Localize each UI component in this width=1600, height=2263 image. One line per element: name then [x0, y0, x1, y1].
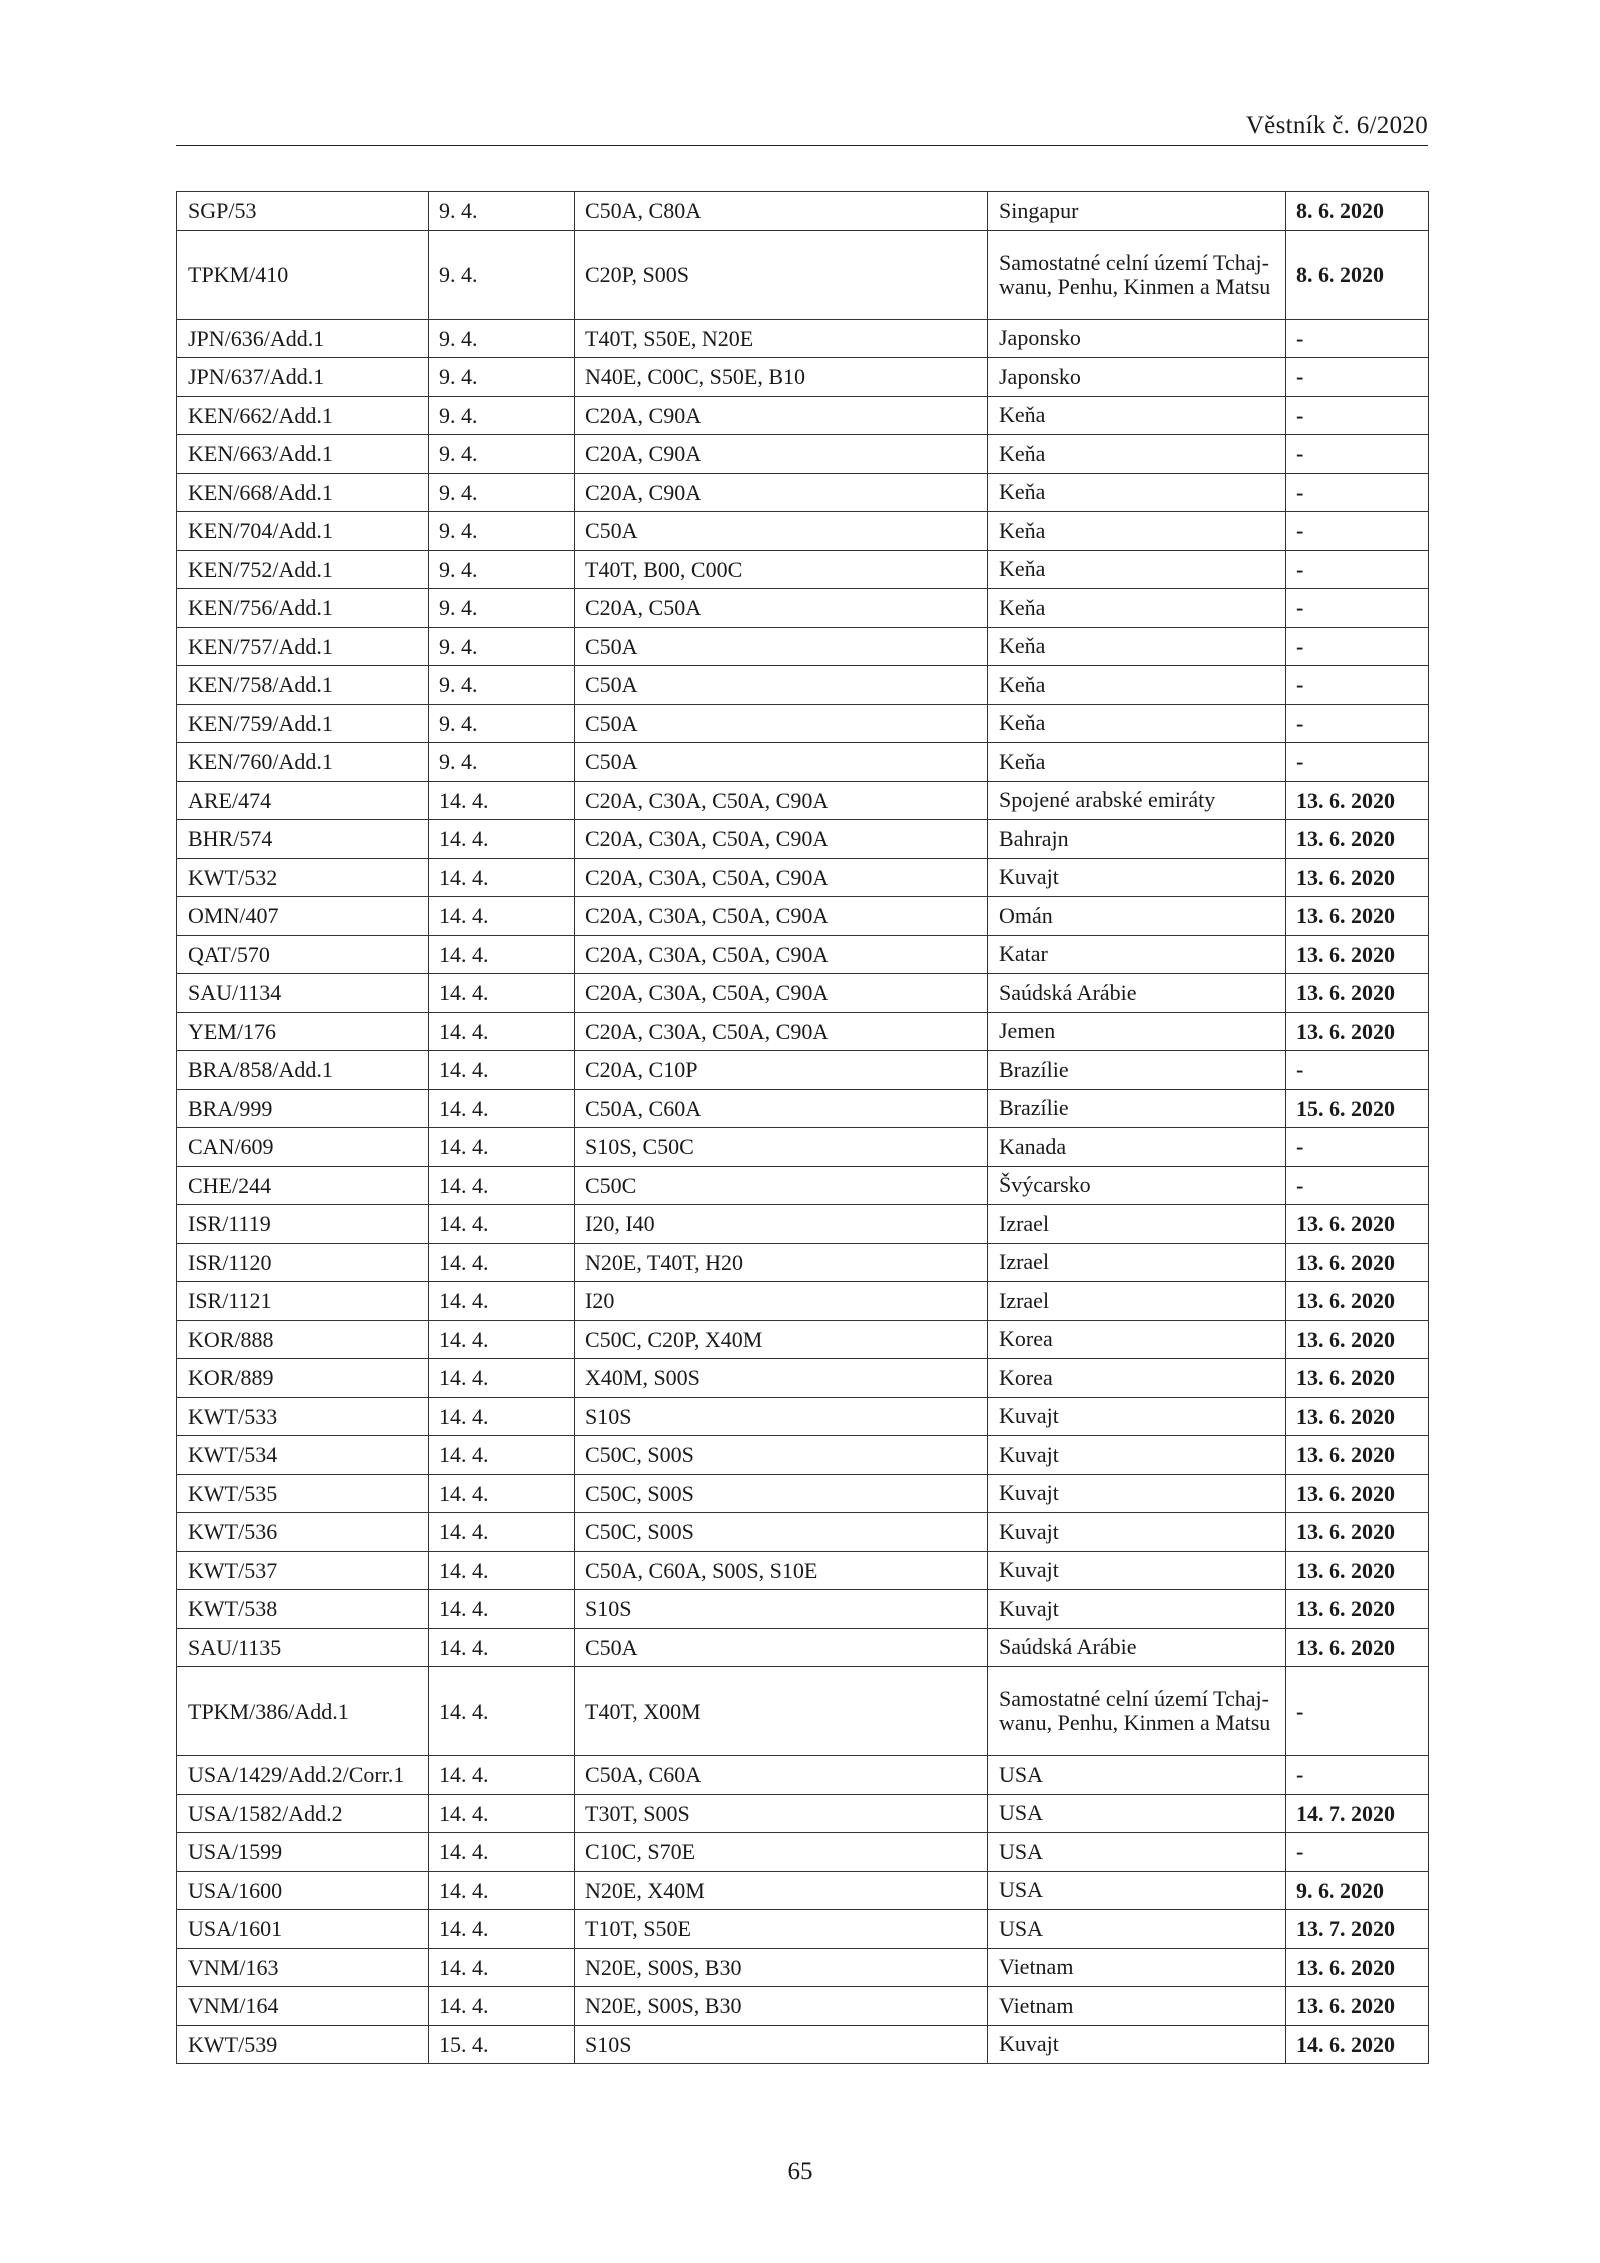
deadline-cell: 13. 6. 2020 — [1286, 1551, 1429, 1590]
document-code-cell: USA/1601 — [177, 1910, 429, 1949]
country-cell: Kuvajt — [988, 858, 1286, 897]
document-code-cell: YEM/176 — [177, 1012, 429, 1051]
document-code-cell: KEN/663/Add.1 — [177, 435, 429, 474]
table-row — [177, 781, 1429, 820]
document-code-cell: KEN/757/Add.1 — [177, 627, 429, 666]
deadline-cell: 13. 6. 2020 — [1286, 820, 1429, 859]
codes-cell: C20A, C10P — [575, 1051, 988, 1090]
deadline-cell: 13. 6. 2020 — [1286, 1948, 1429, 1987]
codes-cell: C20A, C30A, C50A, C90A — [575, 897, 988, 936]
deadline-cell: 13. 6. 2020 — [1286, 1205, 1429, 1244]
document-code-cell: SGP/53 — [177, 192, 429, 231]
codes-cell: C50A, C60A — [575, 1089, 988, 1128]
date-cell: 14. 4. — [429, 1051, 575, 1090]
table-row — [177, 743, 1429, 782]
table-row — [177, 1628, 1429, 1667]
table-row — [177, 1128, 1429, 1167]
country-cell: USA — [988, 1871, 1286, 1910]
date-cell: 14. 4. — [429, 1320, 575, 1359]
codes-cell: C50A — [575, 666, 988, 705]
deadline-cell: - — [1286, 743, 1429, 782]
codes-cell: S10S — [575, 1590, 988, 1629]
table-row — [177, 1794, 1429, 1833]
country-cell: Keňa — [988, 589, 1286, 628]
date-cell: 14. 4. — [429, 1667, 575, 1756]
document-code-cell: BRA/999 — [177, 1089, 429, 1128]
date-cell: 14. 4. — [429, 1628, 575, 1667]
deadline-cell: 14. 7. 2020 — [1286, 1794, 1429, 1833]
table-row — [177, 1948, 1429, 1987]
codes-cell: N40E, C00C, S50E, B10 — [575, 358, 988, 397]
deadline-cell: 13. 6. 2020 — [1286, 858, 1429, 897]
country-cell: Japonsko — [988, 358, 1286, 397]
table-row — [177, 897, 1429, 936]
date-cell: 9. 4. — [429, 319, 575, 358]
country-cell: Izrael — [988, 1282, 1286, 1321]
deadline-cell: 13. 6. 2020 — [1286, 1243, 1429, 1282]
deadline-cell: - — [1286, 396, 1429, 435]
table-row — [177, 1397, 1429, 1436]
document-code-cell: KEN/760/Add.1 — [177, 743, 429, 782]
date-cell: 14. 4. — [429, 1794, 575, 1833]
codes-cell: C50A — [575, 1628, 988, 1667]
table-row — [177, 1474, 1429, 1513]
date-cell: 14. 4. — [429, 1397, 575, 1436]
date-cell: 14. 4. — [429, 1205, 575, 1244]
country-cell: Brazílie — [988, 1051, 1286, 1090]
document-code-cell: KWT/539 — [177, 2025, 429, 2064]
date-cell: 14. 4. — [429, 820, 575, 859]
country-cell: Keňa — [988, 627, 1286, 666]
date-cell: 14. 4. — [429, 1551, 575, 1590]
country-cell: Keňa — [988, 473, 1286, 512]
table-row — [177, 858, 1429, 897]
country-cell: Keňa — [988, 435, 1286, 474]
document-code-cell: KWT/534 — [177, 1436, 429, 1475]
date-cell: 14. 4. — [429, 781, 575, 820]
table-row — [177, 1987, 1429, 2026]
deadline-cell: - — [1286, 589, 1429, 628]
deadline-cell: 13. 6. 2020 — [1286, 1436, 1429, 1475]
document-code-cell: KEN/662/Add.1 — [177, 396, 429, 435]
table-row — [177, 1282, 1429, 1321]
document-code-cell: TPKM/410 — [177, 230, 429, 319]
document-code-cell: BHR/574 — [177, 820, 429, 859]
table-row — [177, 1359, 1429, 1398]
document-code-cell: USA/1582/Add.2 — [177, 1794, 429, 1833]
date-cell: 14. 4. — [429, 1089, 575, 1128]
codes-cell: T10T, S50E — [575, 1910, 988, 1949]
table-row — [177, 704, 1429, 743]
country-cell: Kuvajt — [988, 1397, 1286, 1436]
country-cell: Korea — [988, 1320, 1286, 1359]
deadline-cell: - — [1286, 1833, 1429, 1872]
deadline-cell: 13. 6. 2020 — [1286, 1987, 1429, 2026]
document-code-cell: BRA/858/Add.1 — [177, 1051, 429, 1090]
deadline-cell: - — [1286, 666, 1429, 705]
table-row — [177, 627, 1429, 666]
document-code-cell: KEN/756/Add.1 — [177, 589, 429, 628]
country-cell: Samostatné celní území Tchaj-wanu, Penhu, Kinmen a Matsu — [988, 230, 1286, 319]
document-code-cell: KEN/704/Add.1 — [177, 512, 429, 551]
country-cell: Jemen — [988, 1012, 1286, 1051]
document-code-cell: SAU/1135 — [177, 1628, 429, 1667]
deadline-cell: 13. 6. 2020 — [1286, 974, 1429, 1013]
deadline-cell: 13. 6. 2020 — [1286, 1474, 1429, 1513]
deadline-cell: 13. 6. 2020 — [1286, 1628, 1429, 1667]
date-cell: 14. 4. — [429, 1871, 575, 1910]
deadline-cell: - — [1286, 704, 1429, 743]
country-cell: Keňa — [988, 743, 1286, 782]
country-cell: Brazílie — [988, 1089, 1286, 1128]
table-row — [177, 1243, 1429, 1282]
codes-cell: S10S, C50C — [575, 1128, 988, 1167]
table-body — [177, 192, 1429, 2064]
document-code-cell: KWT/538 — [177, 1590, 429, 1629]
country-cell: Vietnam — [988, 1987, 1286, 2026]
country-cell: Korea — [988, 1359, 1286, 1398]
table-row — [177, 473, 1429, 512]
deadline-cell: 9. 6. 2020 — [1286, 1871, 1429, 1910]
codes-cell: C50C, S00S — [575, 1474, 988, 1513]
table-row — [177, 1205, 1429, 1244]
deadline-cell: - — [1286, 550, 1429, 589]
journal-title: Věstník č. 6/2020 — [1245, 112, 1428, 139]
country-cell: Vietnam — [988, 1948, 1286, 1987]
codes-cell: I20, I40 — [575, 1205, 988, 1244]
table-row — [177, 192, 1429, 231]
country-cell: Singapur — [988, 192, 1286, 231]
deadline-cell: - — [1286, 512, 1429, 551]
country-cell: Kuvajt — [988, 1436, 1286, 1475]
document-code-cell: SAU/1134 — [177, 974, 429, 1013]
date-cell: 9. 4. — [429, 192, 575, 231]
date-cell: 14. 4. — [429, 1012, 575, 1051]
table-row — [177, 319, 1429, 358]
country-cell: Saúdská Arábie — [988, 974, 1286, 1013]
codes-cell: C20A, C90A — [575, 435, 988, 474]
table-row — [177, 666, 1429, 705]
deadline-cell: 13. 7. 2020 — [1286, 1910, 1429, 1949]
codes-cell: C20A, C30A, C50A, C90A — [575, 820, 988, 859]
table-row — [177, 1089, 1429, 1128]
date-cell: 14. 4. — [429, 1513, 575, 1552]
document-code-cell: USA/1429/Add.2/Corr.1 — [177, 1756, 429, 1795]
date-cell: 14. 4. — [429, 858, 575, 897]
codes-cell: C50A, C60A — [575, 1756, 988, 1795]
codes-cell: T40T, S50E, N20E — [575, 319, 988, 358]
notifications-table — [176, 191, 1429, 2064]
table-row — [177, 1910, 1429, 1949]
codes-cell: C50A — [575, 704, 988, 743]
deadline-cell: 14. 6. 2020 — [1286, 2025, 1429, 2064]
table-row — [177, 1051, 1429, 1090]
country-cell: Kuvajt — [988, 1474, 1286, 1513]
deadline-cell: 15. 6. 2020 — [1286, 1089, 1429, 1128]
document-code-cell: JPN/637/Add.1 — [177, 358, 429, 397]
date-cell: 9. 4. — [429, 358, 575, 397]
table-row — [177, 974, 1429, 1013]
date-cell: 14. 4. — [429, 1590, 575, 1629]
date-cell: 14. 4. — [429, 1436, 575, 1475]
codes-cell: S10S — [575, 2025, 988, 2064]
table-row — [177, 1590, 1429, 1629]
table-row — [177, 396, 1429, 435]
deadline-cell: 13. 6. 2020 — [1286, 1590, 1429, 1629]
table-row — [177, 1871, 1429, 1910]
deadline-cell: - — [1286, 1756, 1429, 1795]
document-code-cell: QAT/570 — [177, 935, 429, 974]
deadline-cell: - — [1286, 435, 1429, 474]
document-code-cell: KWT/532 — [177, 858, 429, 897]
country-cell: Keňa — [988, 512, 1286, 551]
date-cell: 9. 4. — [429, 589, 575, 628]
date-cell: 14. 4. — [429, 1359, 575, 1398]
table-row — [177, 1166, 1429, 1205]
country-cell: Keňa — [988, 666, 1286, 705]
date-cell: 9. 4. — [429, 435, 575, 474]
document-code-cell: USA/1600 — [177, 1871, 429, 1910]
codes-cell: C20P, S00S — [575, 230, 988, 319]
country-cell: Keňa — [988, 704, 1286, 743]
country-cell: USA — [988, 1910, 1286, 1949]
deadline-cell: 13. 6. 2020 — [1286, 935, 1429, 974]
codes-cell: C20A, C30A, C50A, C90A — [575, 858, 988, 897]
codes-cell: X40M, S00S — [575, 1359, 988, 1398]
document-code-cell: ISR/1119 — [177, 1205, 429, 1244]
codes-cell: C50C — [575, 1166, 988, 1205]
date-cell: 9. 4. — [429, 512, 575, 551]
table-row — [177, 1012, 1429, 1051]
codes-cell: C20A, C90A — [575, 396, 988, 435]
codes-cell: C20A, C30A, C50A, C90A — [575, 781, 988, 820]
codes-cell: C20A, C90A — [575, 473, 988, 512]
date-cell: 14. 4. — [429, 1243, 575, 1282]
table-row — [177, 358, 1429, 397]
table-row — [177, 1436, 1429, 1475]
document-code-cell: KWT/535 — [177, 1474, 429, 1513]
country-cell: Kanada — [988, 1128, 1286, 1167]
country-cell: Keňa — [988, 396, 1286, 435]
codes-cell: C50A, C80A — [575, 192, 988, 231]
deadline-cell: 13. 6. 2020 — [1286, 1359, 1429, 1398]
header-rule — [176, 145, 1428, 146]
document-code-cell: ISR/1121 — [177, 1282, 429, 1321]
date-cell: 9. 4. — [429, 627, 575, 666]
table-row — [177, 1551, 1429, 1590]
codes-cell: N20E, S00S, B30 — [575, 1948, 988, 1987]
document-code-cell: KEN/752/Add.1 — [177, 550, 429, 589]
codes-cell: C20A, C30A, C50A, C90A — [575, 1012, 988, 1051]
deadline-cell: 8. 6. 2020 — [1286, 230, 1429, 319]
date-cell: 14. 4. — [429, 1948, 575, 1987]
deadline-cell: - — [1286, 1667, 1429, 1756]
country-cell: Katar — [988, 935, 1286, 974]
document-code-cell: OMN/407 — [177, 897, 429, 936]
codes-cell: C50A — [575, 627, 988, 666]
document-code-cell: USA/1599 — [177, 1833, 429, 1872]
document-code-cell: KEN/759/Add.1 — [177, 704, 429, 743]
date-cell: 15. 4. — [429, 2025, 575, 2064]
date-cell: 14. 4. — [429, 935, 575, 974]
table-row — [177, 2025, 1429, 2064]
date-cell: 9. 4. — [429, 743, 575, 782]
codes-cell: T40T, B00, C00C — [575, 550, 988, 589]
country-cell: Kuvajt — [988, 1551, 1286, 1590]
table-row — [177, 435, 1429, 474]
date-cell: 9. 4. — [429, 550, 575, 589]
table-row — [177, 589, 1429, 628]
document-code-cell: VNM/164 — [177, 1987, 429, 2026]
codes-cell: C50C, S00S — [575, 1513, 988, 1552]
date-cell: 9. 4. — [429, 704, 575, 743]
date-cell: 9. 4. — [429, 230, 575, 319]
codes-cell: C20A, C30A, C50A, C90A — [575, 974, 988, 1013]
table-row — [177, 230, 1429, 319]
deadline-cell: 13. 6. 2020 — [1286, 1012, 1429, 1051]
document-code-cell: KEN/758/Add.1 — [177, 666, 429, 705]
date-cell: 14. 4. — [429, 1987, 575, 2026]
date-cell: 9. 4. — [429, 396, 575, 435]
codes-cell: I20 — [575, 1282, 988, 1321]
codes-cell: N20E, S00S, B30 — [575, 1987, 988, 2026]
table-row — [177, 820, 1429, 859]
country-cell: Samostatné celní území Tchaj-wanu, Penhu, Kinmen a Matsu — [988, 1667, 1286, 1756]
table-row — [177, 512, 1429, 551]
deadline-cell: 13. 6. 2020 — [1286, 1397, 1429, 1436]
document-code-cell: KWT/536 — [177, 1513, 429, 1552]
deadline-cell: - — [1286, 1166, 1429, 1205]
deadline-cell: - — [1286, 473, 1429, 512]
date-cell: 14. 4. — [429, 897, 575, 936]
codes-cell: C50C, C20P, X40M — [575, 1320, 988, 1359]
table-row — [177, 1667, 1429, 1756]
date-cell: 14. 4. — [429, 1833, 575, 1872]
date-cell: 14. 4. — [429, 1910, 575, 1949]
country-cell: Kuvajt — [988, 2025, 1286, 2064]
deadline-cell: - — [1286, 319, 1429, 358]
deadline-cell: - — [1286, 1128, 1429, 1167]
document-code-cell: KOR/888 — [177, 1320, 429, 1359]
date-cell: 14. 4. — [429, 1282, 575, 1321]
country-cell: Saúdská Arábie — [988, 1628, 1286, 1667]
date-cell: 14. 4. — [429, 974, 575, 1013]
date-cell: 9. 4. — [429, 473, 575, 512]
date-cell: 14. 4. — [429, 1474, 575, 1513]
document-code-cell: CHE/244 — [177, 1166, 429, 1205]
document-code-cell: KWT/533 — [177, 1397, 429, 1436]
document-code-cell: KEN/668/Add.1 — [177, 473, 429, 512]
country-cell: Keňa — [988, 550, 1286, 589]
country-cell: Bahrajn — [988, 820, 1286, 859]
table-row — [177, 1513, 1429, 1552]
document-code-cell: KOR/889 — [177, 1359, 429, 1398]
document-code-cell: ISR/1120 — [177, 1243, 429, 1282]
deadline-cell: 13. 6. 2020 — [1286, 1282, 1429, 1321]
country-cell: Omán — [988, 897, 1286, 936]
country-cell: Švýcarsko — [988, 1166, 1286, 1205]
table-row — [177, 935, 1429, 974]
codes-cell: C20A, C30A, C50A, C90A — [575, 935, 988, 974]
deadline-cell: 8. 6. 2020 — [1286, 192, 1429, 231]
deadline-cell: 13. 6. 2020 — [1286, 1320, 1429, 1359]
country-cell: Izrael — [988, 1243, 1286, 1282]
codes-cell: C20A, C50A — [575, 589, 988, 628]
date-cell: 14. 4. — [429, 1166, 575, 1205]
country-cell: Kuvajt — [988, 1590, 1286, 1629]
document-code-cell: JPN/636/Add.1 — [177, 319, 429, 358]
document-code-cell: ARE/474 — [177, 781, 429, 820]
table-row — [177, 550, 1429, 589]
deadline-cell: 13. 6. 2020 — [1286, 897, 1429, 936]
page-number: 65 — [787, 2158, 813, 2185]
deadline-cell: 13. 6. 2020 — [1286, 1513, 1429, 1552]
table-row — [177, 1756, 1429, 1795]
document-code-cell: TPKM/386/Add.1 — [177, 1667, 429, 1756]
deadline-cell: - — [1286, 627, 1429, 666]
date-cell: 9. 4. — [429, 666, 575, 705]
country-cell: Kuvajt — [988, 1513, 1286, 1552]
document-code-cell: KWT/537 — [177, 1551, 429, 1590]
document-code-cell: VNM/163 — [177, 1948, 429, 1987]
codes-cell: C50A, C60A, S00S, S10E — [575, 1551, 988, 1590]
country-cell: Spojené arabské emiráty — [988, 781, 1286, 820]
table-row — [177, 1320, 1429, 1359]
codes-cell: C50C, S00S — [575, 1436, 988, 1475]
date-cell: 14. 4. — [429, 1756, 575, 1795]
deadline-cell: 13. 6. 2020 — [1286, 781, 1429, 820]
codes-cell: C10C, S70E — [575, 1833, 988, 1872]
country-cell: USA — [988, 1794, 1286, 1833]
deadline-cell: - — [1286, 1051, 1429, 1090]
codes-cell: S10S — [575, 1397, 988, 1436]
codes-cell: T40T, X00M — [575, 1667, 988, 1756]
country-cell: USA — [988, 1756, 1286, 1795]
codes-cell: N20E, T40T, H20 — [575, 1243, 988, 1282]
date-cell: 14. 4. — [429, 1128, 575, 1167]
country-cell: USA — [988, 1833, 1286, 1872]
document-code-cell: CAN/609 — [177, 1128, 429, 1167]
codes-cell: C50A — [575, 512, 988, 551]
country-cell: Izrael — [988, 1205, 1286, 1244]
codes-cell: T30T, S00S — [575, 1794, 988, 1833]
deadline-cell: - — [1286, 358, 1429, 397]
codes-cell: N20E, X40M — [575, 1871, 988, 1910]
table-row — [177, 1833, 1429, 1872]
codes-cell: C50A — [575, 743, 988, 782]
country-cell: Japonsko — [988, 319, 1286, 358]
